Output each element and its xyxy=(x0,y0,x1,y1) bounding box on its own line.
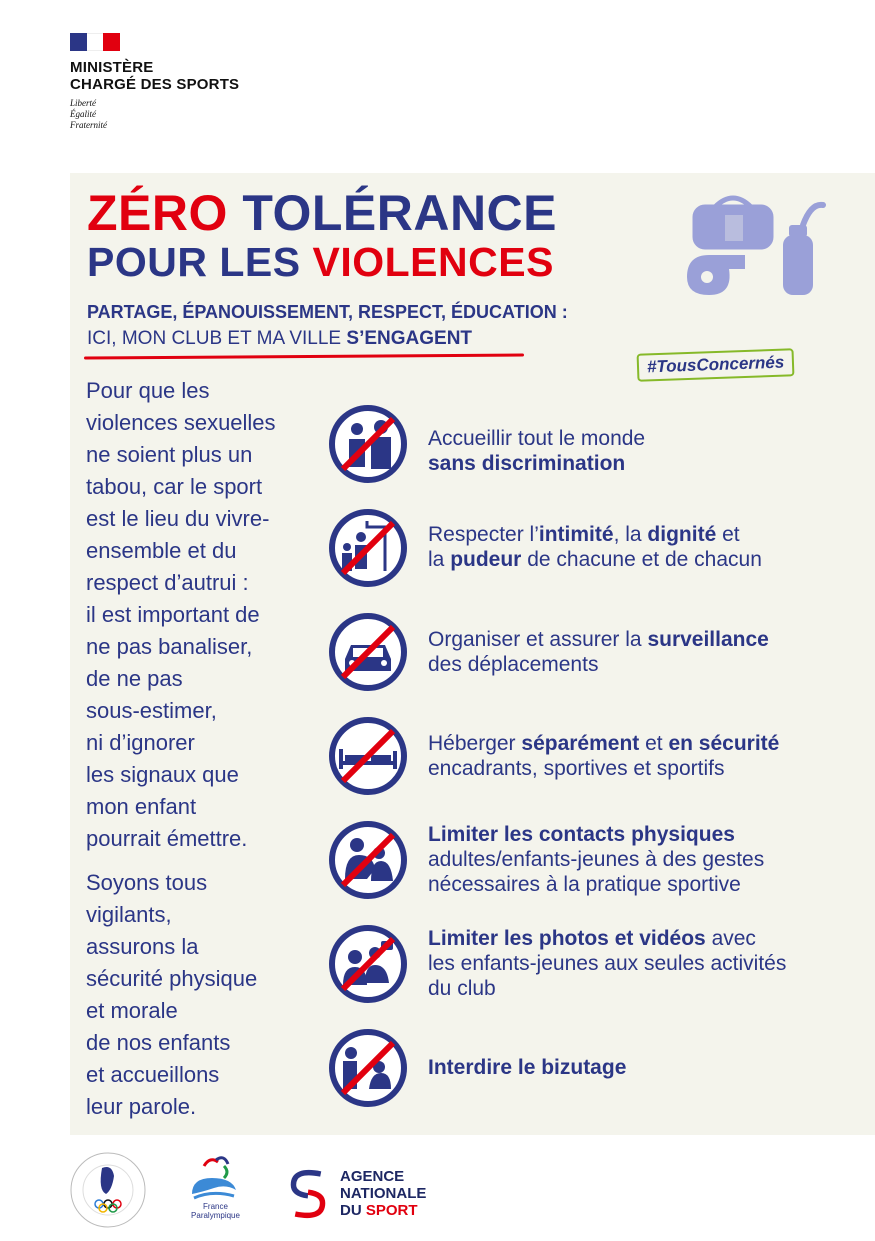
rule-line xyxy=(428,926,868,951)
contact-prohibited-icon xyxy=(327,819,409,901)
rule-bold: Interdire le bizutage xyxy=(428,1056,627,1079)
call-to-action-paragraph: Soyons tous vigilants, assurons la sécurité physique et morale de nos enfants et accueillons leur parole. xyxy=(86,870,258,1119)
france-paralympique-label: France Paralympique xyxy=(191,1202,240,1220)
rule-item xyxy=(327,611,867,715)
rule-bold: pudeur xyxy=(450,548,522,571)
partner-logos xyxy=(0,1140,875,1240)
ans-wordmark-sport: SPORT xyxy=(365,1202,418,1219)
rule-bold: surveillance xyxy=(647,628,769,651)
rule-plain: Héberger xyxy=(428,732,522,755)
ans-wordmark xyxy=(340,1168,426,1219)
rule-line: les enfants-jeunes aux seules activités xyxy=(428,952,787,975)
rule-text xyxy=(428,822,868,897)
water-bottle-icon xyxy=(783,205,823,295)
rule-text xyxy=(428,1055,868,1080)
rule-text xyxy=(428,731,868,781)
rule-bold: Limiter les contacts physiques xyxy=(428,823,735,846)
left-column-text xyxy=(86,375,321,1123)
rule-bold: en sécurité xyxy=(668,732,780,755)
rule-plain: avec xyxy=(705,927,756,950)
rule-bold: sans discrimination xyxy=(428,452,626,475)
rule-item xyxy=(327,819,867,923)
title-tolerance: TOLÉRANCE xyxy=(242,185,558,241)
rule-line: des déplacements xyxy=(428,653,599,676)
rule-line: Accueillir tout le monde xyxy=(428,427,646,450)
rule-text xyxy=(428,522,868,572)
rule-line: encadrants, sportives et sportifs xyxy=(428,757,725,780)
whistle-icon xyxy=(687,255,745,295)
rule-plain: la xyxy=(428,548,451,571)
hazing-prohibited-icon xyxy=(327,1027,409,1109)
rule-text xyxy=(428,627,868,677)
agence-nationale-du-sport-logo xyxy=(288,1168,458,1228)
ministry-header xyxy=(70,33,330,131)
rule-item xyxy=(327,507,867,611)
ministry-name: MINISTÈRE CHARGÉ DES SPORTS xyxy=(70,59,240,93)
car-prohibited-icon xyxy=(327,611,409,693)
rule-item xyxy=(327,403,867,507)
republic-motto: Liberté Égalité Fraternité xyxy=(70,98,107,130)
rule-line: nécessaires à la pratique sportive xyxy=(428,873,741,896)
rule-line: adultes/enfants-jeunes à des gestes xyxy=(428,848,765,871)
rule-item xyxy=(327,923,867,1027)
france-paralympique-logo xyxy=(178,1148,253,1232)
rule-bold: intimité xyxy=(538,523,614,546)
subtitle-commitment-bold: S’ENGAGENT xyxy=(346,328,473,349)
bed-prohibited-icon xyxy=(327,715,409,797)
rule-text xyxy=(428,426,868,476)
rule-line xyxy=(428,627,868,652)
rule-item xyxy=(327,715,867,819)
rule-line: du club xyxy=(428,977,496,1000)
rule-plain: Organiser et assurer la xyxy=(428,628,648,651)
rule-line xyxy=(428,522,868,547)
discrimination-prohibited-icon xyxy=(327,403,409,485)
rule-bold: séparément xyxy=(521,732,640,755)
rule-text xyxy=(428,926,868,1001)
rule-line xyxy=(428,731,868,756)
shower-prohibited-icon xyxy=(327,507,409,589)
poster-panel xyxy=(70,173,875,1135)
rule-plain: et xyxy=(639,732,669,755)
rule-plain: , la xyxy=(613,523,648,546)
sports-gear-illustration xyxy=(685,185,865,305)
cnosf-logo xyxy=(68,1150,148,1230)
subtitle-values: PARTAGE, ÉPANOUISSEMENT, RESPECT, ÉDUCATION : xyxy=(87,302,568,322)
rule-plain: et xyxy=(716,523,740,546)
rule-line xyxy=(428,547,868,572)
paralympic-agitos-icon xyxy=(178,1148,253,1208)
intro-paragraph: Pour que les violences sexuelles ne soient plus un tabou, car le sport est le lieu du vivre- ensemble et du respect d’autrui : il est important de ne pas banaliser, de ne pas sous-estimer, ni d’ignorer les signaux que mon enfant pourrait émettre. xyxy=(86,378,276,851)
rule-plain: Respecter l’ xyxy=(428,523,539,546)
ans-s-icon xyxy=(288,1168,328,1220)
photo-prohibited-icon xyxy=(327,923,409,1005)
rules-list xyxy=(327,403,867,1131)
title-line-1 xyxy=(87,186,557,240)
hashtag-badge: #TousConcernés xyxy=(637,348,795,381)
title-violences: VIOLENCES xyxy=(312,239,554,285)
red-underline xyxy=(84,353,524,359)
rule-plain: de chacune et de chacun xyxy=(521,548,762,571)
rule-bold: Limiter les photos et vidéos xyxy=(428,927,706,950)
ans-wordmark-main: AGENCE NATIONALE DU xyxy=(340,1168,427,1219)
title-line-2 xyxy=(87,239,554,285)
marianne-flag-logo xyxy=(70,33,120,51)
rule-item xyxy=(327,1027,867,1131)
rule-bold: dignité xyxy=(647,523,717,546)
title-pour-les: POUR LES xyxy=(87,239,301,285)
title-zero: ZÉRO xyxy=(87,185,228,241)
subtitle-commitment-plain: ICI, MON CLUB ET MA VILLE xyxy=(87,328,342,349)
subtitle-commitment xyxy=(87,327,472,351)
